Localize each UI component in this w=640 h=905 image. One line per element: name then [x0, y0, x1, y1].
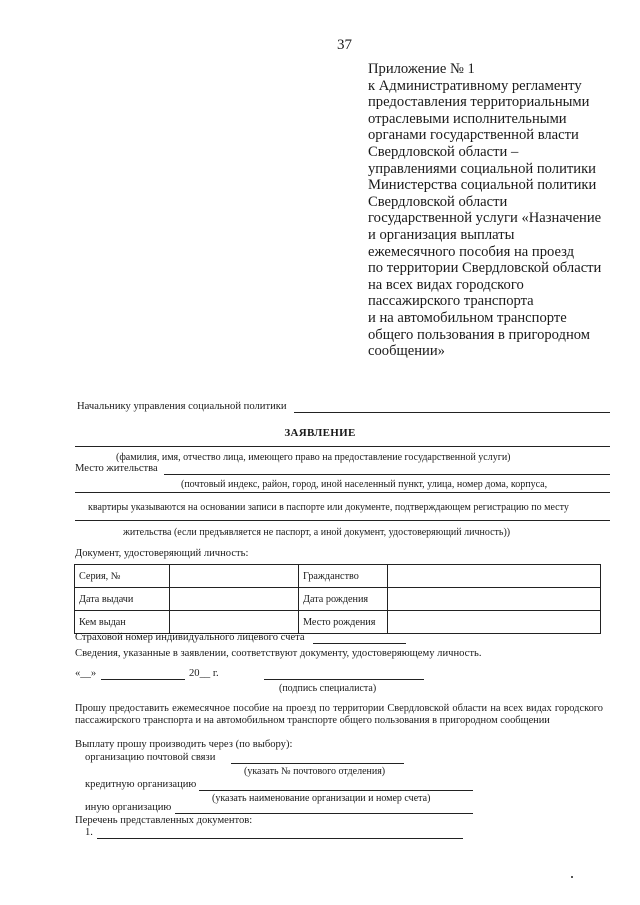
fio-hint: (фамилия, имя, отчество лица, имеющего право на предоставление государственной услуги) [116, 452, 511, 463]
postal-hint: (указать № почтового отделения) [244, 766, 386, 777]
residence-field-line-3[interactable] [75, 520, 610, 521]
page-number: 37 [337, 37, 352, 53]
addressee-label: Начальнику управления социальной политики [77, 401, 287, 412]
id-document-label: Документ, удостоверяющий личность: [75, 548, 249, 559]
birth-date-label: Дата рождения [299, 588, 388, 611]
appendix-line: органами государственной власти [368, 127, 579, 144]
appendix-line: по территории Свердловской области [368, 260, 602, 277]
scan-speck [571, 876, 573, 878]
documents-list-label: Перечень представленных документов: [75, 815, 253, 826]
credit-org-label: кредитную организацию [85, 779, 197, 790]
appendix-header [368, 61, 601, 360]
appendix-line: сообщении» [368, 343, 445, 360]
credit-hint: (указать наименование организации и номер счета) [212, 793, 431, 804]
postal-org-label: организацию почтовой связи [85, 752, 216, 763]
addressee-field[interactable] [294, 412, 610, 413]
date-year: 20__ г. [189, 668, 219, 679]
other-org-field[interactable] [175, 813, 473, 814]
residence-field-line-2[interactable] [75, 492, 610, 493]
residence-hint: (почтовый индекс, район, город, иной населенный пункт, улица, номер дома, корпуса, [181, 479, 548, 490]
appendix-line: к Административному регламенту [368, 77, 582, 94]
appendix-line: Свердловской области [368, 193, 508, 210]
birth-place-label: Место рождения [299, 611, 388, 634]
form-title: ЗАЯВЛЕНИЕ [284, 427, 356, 439]
fio-field[interactable] [75, 446, 610, 447]
verify-statement: Сведения, указанные в заявлении, соответствуют документу, удостоверяющему личность. [75, 648, 482, 659]
appendix-line: государственной услуги «Назначение [368, 210, 602, 227]
specialist-signature-field[interactable] [264, 679, 424, 680]
appendix-line: предоставления территориальными [368, 94, 590, 111]
documents-item-number: 1. [85, 827, 93, 838]
residence-label: Место жительства [75, 463, 158, 474]
issue-date-label: Дата выдачи [75, 588, 170, 611]
id-document-table [74, 564, 601, 634]
appendix-line: Министерства социальной политики [368, 177, 597, 194]
date-day: «__» [75, 668, 97, 679]
issued-by-label: Кем выдан [75, 611, 170, 634]
series-value-cell[interactable] [170, 565, 299, 588]
appendix-line: Приложение № 1 [368, 61, 475, 77]
appendix-line: пассажирского транспорта [368, 293, 534, 310]
birth-place-value-cell[interactable] [388, 611, 601, 634]
birth-date-value-cell[interactable] [388, 588, 601, 611]
snils-label: Страховой номер индивидуального лицевого счета [75, 632, 305, 643]
residence-hint: жительства (если предъявляется не паспорт, а иной документ, удостоверяющий личность)) [123, 527, 511, 538]
appendix-line: и на автомобильном транспорте [368, 309, 567, 326]
citizenship-label: Гражданство [299, 565, 388, 588]
appendix-line: ежемесячного пособия на проезд [368, 243, 575, 260]
residence-hint: квартиры указываются на основании записи в паспорте или документе, подтверждающем регистрацию по месту [88, 502, 569, 513]
citizenship-value-cell[interactable] [388, 565, 601, 588]
appendix-line: на всех видах городского [368, 276, 524, 293]
appendix-line: общего пользования в пригородном [368, 326, 591, 343]
specialist-signature-hint: (подпись специалиста) [279, 683, 377, 694]
series-label: Серия, № [75, 565, 170, 588]
credit-org-field[interactable] [199, 790, 473, 791]
appendix-line: отраслевыми исполнительными [368, 110, 567, 127]
appendix-line: и организация выплаты [368, 226, 515, 243]
appendix-line: управлениями социальной политики [368, 160, 596, 177]
appendix-line: Свердловской области – [368, 143, 519, 160]
postal-office-field[interactable] [231, 763, 404, 764]
snils-field[interactable] [313, 643, 406, 644]
documents-item-field[interactable] [97, 838, 463, 839]
request-text: Прошу предоставить ежемесячное пособие на проезд по территории Свердловской области на всех видах городского пассажирского транспорта и на автомобильном транспорте общего пользования в пригородном сообщении [75, 703, 603, 726]
date-month-field[interactable] [101, 679, 185, 680]
issued-by-value-cell[interactable] [170, 611, 299, 634]
residence-field[interactable] [164, 474, 610, 475]
issue-date-value-cell[interactable] [170, 588, 299, 611]
payment-label: Выплату прошу производить через (по выбору): [75, 739, 293, 750]
other-org-label: иную организацию [85, 802, 172, 813]
